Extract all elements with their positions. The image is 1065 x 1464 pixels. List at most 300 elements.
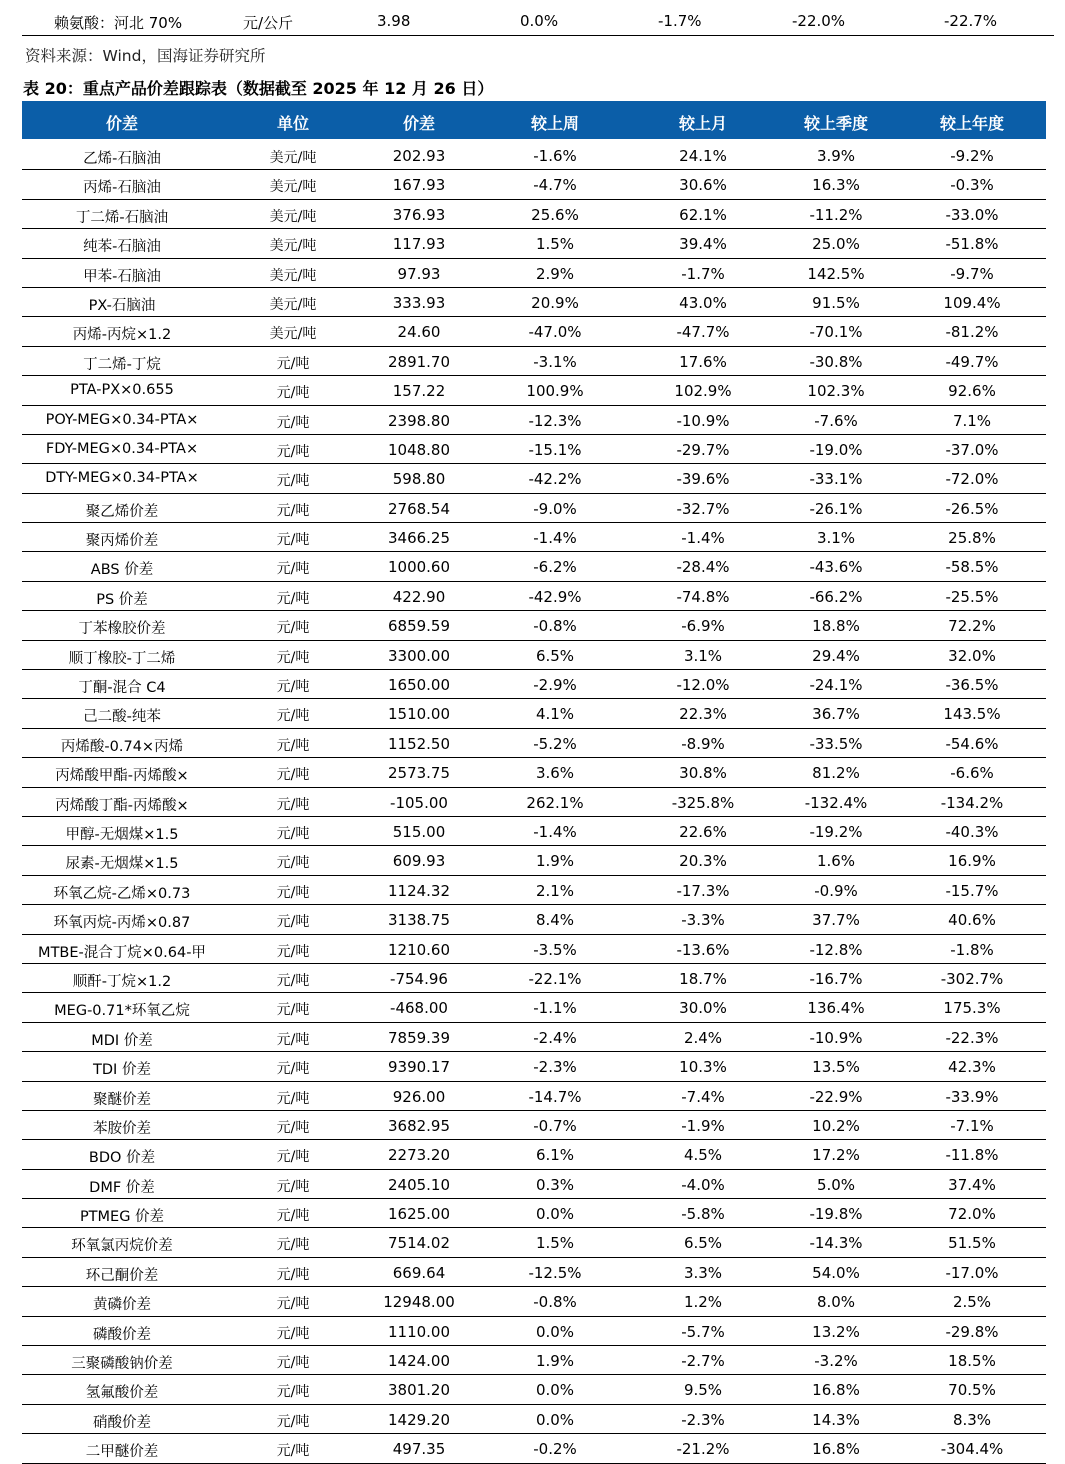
cell-change-week: -12.3%	[528, 411, 582, 430]
cell-spread-value: 2573.75	[387, 764, 451, 783]
cell-change-month: 2.4%	[683, 1028, 723, 1047]
cell-change-year: -33.9%	[945, 1087, 999, 1106]
cell-change-month: 30.6%	[679, 176, 727, 195]
table-row	[22, 259, 1046, 288]
table-row	[22, 141, 1046, 170]
cell-spread-value: 1124.32	[387, 881, 451, 900]
table-row	[22, 1258, 1046, 1287]
cell-change-year: -58.5%	[945, 558, 999, 577]
cell-spread-value: 1210.60	[387, 940, 451, 959]
cell-spread-name: 丙烯酸甲酯-丙烯酸×	[55, 768, 189, 785]
cell-spread-value: 7859.39	[387, 1028, 451, 1047]
cell-spread-value: 2405.10	[387, 1175, 451, 1194]
cell-spread-value: 609.93	[392, 852, 446, 871]
cell-spread-name: 环氧丙烷-丙烯×0.87	[53, 915, 191, 932]
cell-change-week: -42.2%	[528, 470, 582, 489]
table-row	[22, 494, 1046, 523]
cell-change-quarter: -26.1%	[809, 499, 863, 518]
cell-change-month: -39.6%	[676, 470, 730, 489]
table-row	[22, 1375, 1046, 1404]
cell-spread-value: 1625.00	[387, 1205, 451, 1224]
cell-spread-value: 598.80	[392, 470, 446, 489]
cell-spread-name: BDO 价差	[88, 1150, 156, 1167]
cell-unit: 元/吨	[276, 1178, 310, 1195]
table-row	[22, 347, 1046, 376]
cell-change-year: -25.5%	[945, 587, 999, 606]
cell-change-week: -1.6%	[533, 147, 577, 165]
cell-spread-name: 丙烯-丙烷×1.2	[72, 327, 172, 344]
cell-spread-name: MTBE-混合丁烷×0.64-甲	[38, 944, 206, 961]
cell-change-quarter: 10.2%	[812, 1116, 860, 1135]
cell-change-year: -17.0%	[945, 1263, 999, 1282]
cell-change-week: -12.5%	[528, 1263, 582, 1282]
table-caption: 表 20：重点产品价差跟踪表（数据截至 2025 年 12 月 26 日）	[23, 79, 494, 98]
cell-change-month: -2.7%	[681, 1352, 725, 1371]
table-row	[22, 670, 1046, 699]
cell-change-week: 20.9%	[531, 293, 579, 312]
cell-spread-name: 丙烯酸丁酯-丙烯酸×	[55, 797, 189, 814]
cell-unit: 元/吨	[276, 972, 310, 989]
change-month: -1.7%	[658, 12, 702, 30]
table-row	[22, 1170, 1046, 1199]
cell-unit: 元/吨	[276, 1149, 310, 1166]
cell-change-month: -28.4%	[676, 558, 730, 577]
table-row	[22, 1228, 1046, 1257]
table-row	[22, 1405, 1046, 1434]
cell-change-quarter: -14.3%	[809, 1234, 863, 1253]
cell-change-month: 17.6%	[679, 352, 727, 371]
cell-change-year: -81.2%	[945, 323, 999, 342]
cell-spread-value: 202.93	[392, 147, 446, 165]
cell-unit: 美元/吨	[269, 296, 317, 313]
cell-change-year: -134.2%	[940, 793, 1004, 812]
cell-change-quarter: -19.0%	[809, 440, 863, 459]
cell-spread-value: 333.93	[392, 293, 446, 312]
cell-spread-value: 167.93	[392, 176, 446, 195]
cell-spread-value: 117.93	[392, 235, 446, 254]
cell-change-year: 18.5%	[948, 1352, 996, 1371]
product-name: 赖氨酸：河北 70%	[54, 14, 183, 32]
table-row	[22, 817, 1046, 846]
cell-change-year: -7.1%	[950, 1116, 994, 1135]
cell-unit: 元/吨	[276, 532, 310, 549]
cell-unit: 元/吨	[276, 825, 310, 842]
cell-change-year: 51.5%	[948, 1234, 996, 1253]
cell-change-quarter: -66.2%	[809, 587, 863, 606]
cell-change-month: -7.4%	[681, 1087, 725, 1106]
cell-change-year: 40.6%	[948, 911, 996, 930]
cell-spread-value: 6859.59	[387, 617, 451, 636]
cell-change-week: 3.6%	[535, 764, 575, 783]
cell-change-month: 1.2%	[683, 1293, 723, 1312]
cell-change-month: -13.6%	[676, 940, 730, 959]
cell-change-month: -17.3%	[676, 881, 730, 900]
cell-change-quarter: 18.8%	[812, 617, 860, 636]
cell-change-year: -0.3%	[950, 176, 994, 195]
spread-table-body	[22, 141, 1046, 1464]
cell-change-quarter: 13.2%	[812, 1322, 860, 1341]
cell-unit: 元/吨	[276, 355, 310, 372]
cell-spread-value: 3300.00	[387, 646, 451, 665]
cell-change-quarter: -70.1%	[809, 323, 863, 342]
cell-unit: 元/吨	[276, 737, 310, 754]
cell-change-quarter: -7.6%	[814, 411, 858, 430]
cell-unit: 元/吨	[276, 443, 310, 460]
cell-change-quarter: -3.2%	[814, 1352, 858, 1371]
table-row	[22, 699, 1046, 728]
table-row	[22, 229, 1046, 258]
cell-unit: 元/吨	[276, 1237, 310, 1254]
cell-change-month: -12.0%	[676, 676, 730, 695]
table-row	[22, 1317, 1046, 1346]
cell-change-week: 100.9%	[526, 382, 584, 401]
cell-change-quarter: 14.3%	[812, 1410, 860, 1429]
cell-change-month: 22.6%	[679, 822, 727, 841]
cell-spread-value: 497.35	[392, 1440, 446, 1459]
cell-change-month: -325.8%	[671, 793, 735, 812]
cell-spread-name: PTMEG 价差	[79, 1209, 165, 1226]
table-row	[22, 1346, 1046, 1375]
cell-change-week: -1.1%	[533, 999, 577, 1018]
cell-change-year: 37.4%	[948, 1175, 996, 1194]
cell-unit: 元/吨	[276, 1031, 310, 1048]
cell-unit: 元/吨	[276, 1208, 310, 1225]
cell-change-quarter: 142.5%	[807, 264, 865, 283]
cell-change-year: 8.3%	[952, 1410, 992, 1429]
cell-change-month: 9.5%	[683, 1381, 723, 1400]
change-year: -22.7%	[944, 12, 998, 30]
cell-spread-value: 12948.00	[383, 1293, 455, 1312]
cell-spread-name: 聚醚价差	[93, 1091, 151, 1108]
table-row	[22, 1199, 1046, 1228]
cell-change-month: -10.9%	[676, 411, 730, 430]
cell-change-month: 6.5%	[683, 1234, 723, 1253]
cell-change-quarter: 1.6%	[816, 852, 856, 871]
cell-change-quarter: 136.4%	[807, 999, 865, 1018]
cell-change-year: 175.3%	[943, 999, 1001, 1018]
cell-spread-name: 二甲醚价差	[85, 1444, 159, 1461]
cell-spread-value: 669.64	[392, 1263, 446, 1282]
cell-spread-name: 纯苯-石脑油	[83, 239, 161, 256]
table-row	[22, 729, 1046, 758]
cell-change-week: 0.0%	[535, 1381, 575, 1400]
table-row	[22, 964, 1046, 993]
cell-change-week: -1.4%	[533, 529, 577, 548]
cell-change-month: -8.9%	[681, 734, 725, 753]
cell-spread-value: 3138.75	[387, 911, 451, 930]
cell-change-year: -36.5%	[945, 676, 999, 695]
table-row	[22, 200, 1046, 229]
cell-change-month: 18.7%	[679, 969, 727, 988]
cell-change-quarter: -24.1%	[809, 676, 863, 695]
cell-change-month: 39.4%	[679, 235, 727, 254]
cell-change-year: -11.8%	[945, 1146, 999, 1165]
cell-change-week: -4.7%	[533, 176, 577, 195]
cell-change-week: -9.0%	[533, 499, 577, 518]
cell-change-week: -15.1%	[528, 440, 582, 459]
cell-spread-value: -468.00	[390, 999, 448, 1018]
cell-change-quarter: 16.3%	[812, 176, 860, 195]
table-row	[22, 552, 1046, 581]
cell-change-month: 30.0%	[679, 999, 727, 1018]
header-week: 较上周	[530, 114, 580, 133]
cell-change-quarter: 25.0%	[812, 235, 860, 254]
cell-change-year: 42.3%	[948, 1058, 996, 1077]
cell-change-quarter: 3.1%	[816, 529, 856, 548]
cell-spread-name: DTY-MEG×0.34-PTA×	[45, 470, 199, 487]
cell-change-month: -29.7%	[676, 440, 730, 459]
cell-unit: 元/吨	[276, 1119, 310, 1136]
cell-spread-name: 甲醇-无烟煤×1.5	[65, 826, 179, 843]
cell-change-year: -40.3%	[945, 822, 999, 841]
cell-change-year: -26.5%	[945, 499, 999, 518]
header-month: 较上月	[678, 114, 728, 133]
cell-spread-name: 环己酮价差	[85, 1267, 159, 1284]
cell-spread-value: 3466.25	[387, 529, 451, 548]
cell-spread-value: 422.90	[392, 587, 446, 606]
cell-change-year: 70.5%	[948, 1381, 996, 1400]
cell-spread-value: 1110.00	[387, 1322, 451, 1341]
cell-change-quarter: -22.9%	[809, 1087, 863, 1106]
cell-spread-name: 顺酐-丁烷×1.2	[72, 973, 172, 990]
table-row	[22, 582, 1046, 611]
cell-spread-value: 2273.20	[387, 1146, 451, 1165]
table-row	[22, 758, 1046, 787]
cell-spread-name: 环氧氯丙烷价差	[71, 1238, 173, 1255]
cell-change-week: -6.2%	[533, 558, 577, 577]
cell-change-quarter: 17.2%	[812, 1146, 860, 1165]
cell-change-month: -1.4%	[681, 529, 725, 548]
cell-change-year: -33.0%	[945, 205, 999, 224]
cell-spread-value: 157.22	[392, 382, 446, 401]
table-row	[22, 1052, 1046, 1081]
cell-change-month: -74.8%	[676, 587, 730, 606]
table-row	[22, 288, 1046, 317]
table-row	[22, 1434, 1046, 1463]
cell-change-week: 6.5%	[535, 646, 575, 665]
cell-change-quarter: -33.5%	[809, 734, 863, 753]
cell-change-quarter: -11.2%	[809, 205, 863, 224]
cell-spread-value: 3682.95	[387, 1116, 451, 1135]
cell-change-month: 30.8%	[679, 764, 727, 783]
cell-change-quarter: -12.8%	[809, 940, 863, 959]
cell-change-week: 0.0%	[535, 1410, 575, 1429]
cell-spread-name: MDI 价差	[91, 1032, 153, 1049]
table-row	[22, 170, 1046, 199]
cell-unit: 美元/吨	[269, 238, 317, 255]
cell-change-week: 1.9%	[535, 1352, 575, 1371]
cell-change-quarter: 91.5%	[812, 293, 860, 312]
cell-change-month: 102.9%	[674, 382, 732, 401]
cell-change-week: 4.1%	[535, 705, 575, 724]
cell-unit: 元/吨	[276, 385, 310, 402]
cell-spread-value: 1510.00	[387, 705, 451, 724]
cell-unit: 元/吨	[276, 1325, 310, 1342]
header-unit: 单位	[276, 114, 310, 133]
cell-change-quarter: -33.1%	[809, 470, 863, 489]
cell-spread-name: 己二酸-纯苯	[83, 709, 161, 726]
table-row	[22, 1140, 1046, 1169]
cell-spread-name: PS 价差	[96, 591, 148, 608]
cell-spread-name: PX-石脑油	[88, 297, 156, 314]
table-row	[22, 846, 1046, 875]
table-row	[22, 435, 1046, 464]
cell-change-month: 24.1%	[679, 147, 727, 165]
cell-spread-value: 1650.00	[387, 676, 451, 695]
cell-unit: 元/吨	[276, 914, 310, 931]
cell-change-year: -51.8%	[945, 235, 999, 254]
cell-change-year: -37.0%	[945, 440, 999, 459]
table-header	[22, 101, 1046, 139]
cell-spread-name: 环氧乙烷-乙烯×0.73	[53, 885, 191, 902]
cell-change-quarter: -132.4%	[804, 793, 868, 812]
cell-change-quarter: 54.0%	[812, 1263, 860, 1282]
cell-spread-value: 9390.17	[387, 1058, 451, 1077]
cell-change-week: 8.4%	[535, 911, 575, 930]
cell-unit: 元/吨	[276, 708, 310, 725]
cell-spread-value: 1424.00	[387, 1352, 451, 1371]
cell-spread-value: 1000.60	[387, 558, 451, 577]
cell-spread-value: 1048.80	[387, 440, 451, 459]
cell-spread-name: 丁酮-混合 C4	[78, 680, 166, 697]
cell-spread-name: FDY-MEG×0.34-PTA×	[45, 440, 199, 457]
cell-spread-value: 2768.54	[387, 499, 451, 518]
table-row	[22, 464, 1046, 493]
cell-change-week: 2.1%	[535, 881, 575, 900]
cell-change-quarter: -43.6%	[809, 558, 863, 577]
cell-spread-value: 376.93	[392, 205, 446, 224]
cell-change-year: 109.4%	[943, 293, 1001, 312]
cell-change-quarter: 16.8%	[812, 1381, 860, 1400]
cell-change-quarter: -19.2%	[809, 822, 863, 841]
table-row	[22, 611, 1046, 640]
cell-spread-name: 氢氟酸价差	[85, 1385, 159, 1402]
cell-change-week: -47.0%	[528, 323, 582, 342]
cell-change-month: 43.0%	[679, 293, 727, 312]
table-row	[22, 641, 1046, 670]
cell-unit: 美元/吨	[269, 267, 317, 284]
cell-spread-name: DMF 价差	[89, 1179, 155, 1196]
change-quarter: -22.0%	[792, 12, 846, 30]
cell-spread-value: 926.00	[392, 1087, 446, 1106]
cell-spread-value: 2891.70	[387, 352, 451, 371]
cell-change-month: -6.9%	[681, 617, 725, 636]
cell-unit: 元/吨	[276, 943, 310, 960]
cell-change-year: 2.5%	[952, 1293, 992, 1312]
cell-change-month: -1.9%	[681, 1116, 725, 1135]
cell-spread-name: ABS 价差	[90, 562, 154, 579]
cell-unit: 元/吨	[276, 1413, 310, 1430]
cell-spread-value: -105.00	[390, 793, 448, 812]
cell-spread-value: 24.60	[397, 323, 441, 342]
table-row	[22, 1111, 1046, 1140]
cell-unit: 元/吨	[276, 855, 310, 872]
cell-change-week: 2.9%	[535, 264, 575, 283]
cell-change-quarter: -16.7%	[809, 969, 863, 988]
cell-change-year: 92.6%	[948, 382, 996, 401]
cell-unit: 元/吨	[276, 1355, 310, 1372]
cell-change-year: 32.0%	[948, 646, 996, 665]
cell-spread-name: 顺丁橡胶-丁二烯	[68, 650, 176, 667]
cell-change-quarter: 29.4%	[812, 646, 860, 665]
cell-change-week: -3.5%	[533, 940, 577, 959]
cell-spread-value: 97.93	[397, 264, 441, 283]
table-row	[22, 935, 1046, 964]
cell-spread-name: MEG-0.71*环氧乙烷	[54, 1003, 190, 1020]
cell-unit: 美元/吨	[269, 179, 317, 196]
cell-change-week: 1.5%	[535, 235, 575, 254]
cell-change-week: -2.3%	[533, 1058, 577, 1077]
cell-unit: 元/吨	[276, 620, 310, 637]
cell-change-quarter: -0.9%	[814, 881, 858, 900]
cell-change-month: 22.3%	[679, 705, 727, 724]
cell-change-week: -2.4%	[533, 1028, 577, 1047]
cell-change-week: -42.9%	[528, 587, 582, 606]
spread-value: 3.98	[377, 12, 411, 30]
cell-change-week: 262.1%	[526, 793, 584, 812]
cell-change-quarter: 36.7%	[812, 705, 860, 724]
cell-unit: 元/吨	[276, 884, 310, 901]
cell-change-year: -49.7%	[945, 352, 999, 371]
cell-change-year: -9.7%	[950, 264, 994, 283]
carryover-table-row	[22, 4, 1054, 36]
cell-unit: 元/吨	[276, 1296, 310, 1313]
cell-change-year: -304.4%	[940, 1440, 1004, 1459]
table-row	[22, 1287, 1046, 1316]
cell-spread-name: 聚乙烯价差	[85, 503, 159, 520]
cell-spread-name: 丙烯酸-0.74×丙烯	[60, 738, 184, 755]
cell-change-week: -0.8%	[533, 1293, 577, 1312]
cell-unit: 元/吨	[276, 561, 310, 578]
cell-change-quarter: -30.8%	[809, 352, 863, 371]
cell-change-week: 1.9%	[535, 852, 575, 871]
cell-change-week: -14.7%	[528, 1087, 582, 1106]
cell-spread-name: PTA-PX×0.655	[70, 382, 174, 399]
cell-spread-name: 甲苯-石脑油	[83, 268, 161, 285]
cell-unit: 元/吨	[276, 796, 310, 813]
cell-unit: 美元/吨	[269, 208, 317, 225]
cell-spread-name: 聚丙烯价差	[85, 533, 159, 550]
cell-spread-value: 7514.02	[387, 1234, 451, 1253]
cell-change-quarter: 37.7%	[812, 911, 860, 930]
cell-spread-name: 硝酸价差	[93, 1414, 151, 1431]
cell-spread-name: 丙烯-石脑油	[83, 180, 161, 197]
header-year: 较上年度	[939, 114, 1005, 133]
cell-change-year: -54.6%	[945, 734, 999, 753]
cell-change-year: 72.0%	[948, 1205, 996, 1224]
cell-spread-name: POY-MEG×0.34-PTA×	[45, 411, 199, 428]
cell-change-week: -3.1%	[533, 352, 577, 371]
table-row	[22, 406, 1046, 435]
table-row	[22, 317, 1046, 346]
cell-change-week: -5.2%	[533, 734, 577, 753]
cell-spread-name: 丁二烯-丁烷	[83, 356, 161, 373]
cell-change-year: -6.6%	[950, 764, 994, 783]
cell-change-month: 3.3%	[683, 1263, 723, 1282]
cell-spread-name: 丁二烯-石脑油	[75, 209, 169, 226]
cell-spread-name: 磷酸价差	[93, 1326, 151, 1343]
change-week: 0.0%	[520, 12, 559, 30]
cell-change-quarter: -19.8%	[809, 1205, 863, 1224]
cell-change-month: 20.3%	[679, 852, 727, 871]
cell-change-year: -1.8%	[950, 940, 994, 959]
cell-spread-value: 515.00	[392, 822, 446, 841]
cell-change-month: -21.2%	[676, 1440, 730, 1459]
cell-spread-value: 1429.20	[387, 1410, 451, 1429]
cell-change-month: -5.7%	[681, 1322, 725, 1341]
cell-spread-value: 3801.20	[387, 1381, 451, 1400]
cell-change-week: 0.0%	[535, 1322, 575, 1341]
